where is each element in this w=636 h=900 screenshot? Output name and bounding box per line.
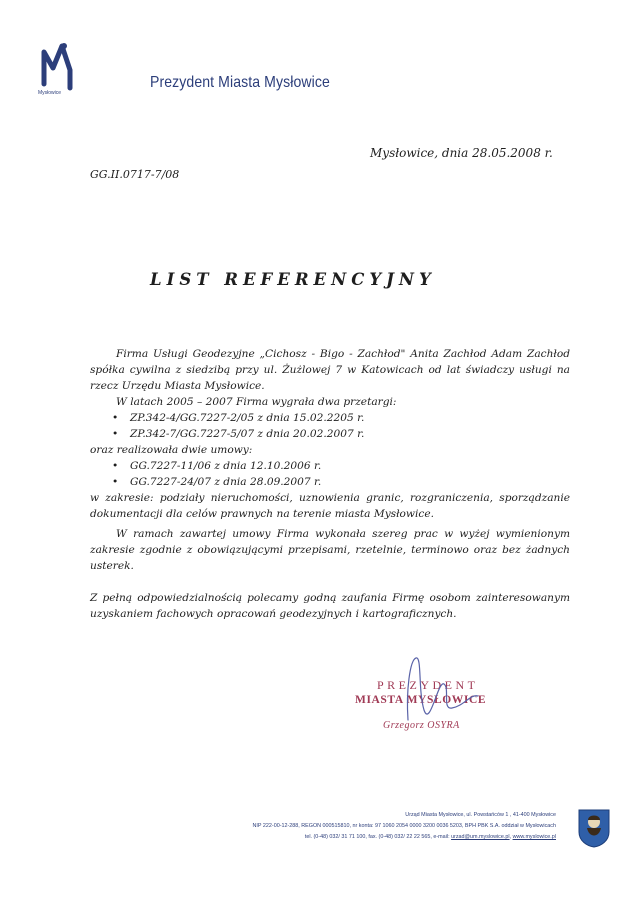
scope-paragraph: w zakresie: podziały nieruchomości, uznowienia granic, rozgraniczenia, sporządzanie dokumentacji dla celów prawnych na terenie miasta Mysłowice. [90,492,570,520]
footer-bank-details: NIP 222-00-12-288, REGON 000515810, nr konta: 97 1060 2054 0000 3200 0036 5203, BPH PBK S.A. oddział w Mysłowicach [252,823,556,829]
handwritten-signature [378,650,488,730]
footer-website-link[interactable]: www.myslowice.pl [512,834,556,840]
recommendation-paragraph: Z pełną odpowiedzialnością polecamy godną zaufania Firmę osobom zainteresowanym uzyskaniem fachowych opracowań geodezyjnych i kartograficznych. [90,592,570,620]
list-item: • ZP.342-4/GG.7227-2/05 z dnia 15.02.2205 r. [130,410,570,426]
logo-caption: Mysłowice [38,90,62,96]
contracts-intro: oraz realizowała dwie umowy: [90,444,253,456]
contracts-list [90,458,570,490]
header-title: Prezydent Miasta Mysłowice [150,74,330,91]
list-item: • GG.7227-11/06 z dnia 12.10.2006 r. [130,458,570,474]
footer-separator: , [509,834,513,840]
tenders-list [90,410,570,442]
footer-contact [166,810,556,843]
stamp-line-name: Grzegorz OSYRA [383,720,460,731]
footer-email-link[interactable]: urzad@um.myslowice.pl [451,834,510,840]
stamp-line-office: MIASTA MYSŁOWICE [355,694,487,706]
footer-contact-line [166,832,556,843]
city-crest-icon [577,808,611,848]
footer-address: Urząd Miasta Mysłowice, ul. Powstańców 1 , 41-400 Mysłowice [405,812,556,818]
document-title: LIST REFERENCYJNY [150,270,436,289]
intro-paragraph: Firma Usługi Geodezyjne „Cichosz - Bigo - Zachłod" Anita Zachłod Adam Zachłod spółka cywilna z siedzibą przy ul. Żużlowej 7 w Katowicach od lat świadczy usługi na rzecz Urzędu Miasta Mysłowice. [90,348,570,392]
reference-number: GG.II.0717-7/08 [90,168,180,181]
myslowice-logo-icon [40,40,74,96]
list-item: • ZP.342-7/GG.7227-5/07 z dnia 20.02.2007 r. [130,426,570,442]
tenders-intro: W latach 2005 – 2007 Firma wygrała dwa przetargi: [116,396,397,408]
list-item: • GG.7227-24/07 z dnia 28.09.2007 r. [130,474,570,490]
footer-phone-fax: tel. (0-48) 032/ 31 71 100, fax. (0-48) 032/ 22 22 565, e-mail: [304,834,452,840]
letter-body [90,346,570,622]
stamp-line-title: PREZYDENT [377,678,479,692]
work-paragraph: W ramach zawartej umowy Firma wykonała szereg prac w wyżej wymienionym zakresie zgodnie z obowiązującymi przepisami, rzetelnie, terminowo oraz bez żadnych usterek. [90,528,570,572]
place-date: Mysłowice, dnia 28.05.2008 r. [370,146,553,160]
